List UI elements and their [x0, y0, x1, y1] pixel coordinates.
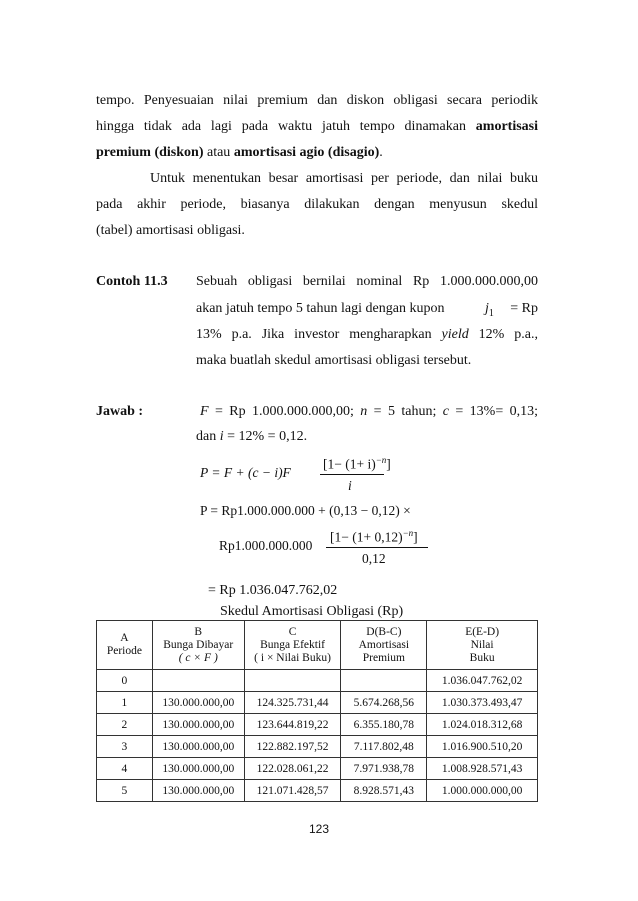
formula2: P = Rp1.000.000.000 + (0,13 − 0,12) × [200, 503, 411, 518]
answer-result: = Rp 1.036.047.762,02 [208, 583, 338, 598]
header-c-formula: ( i × Nilai Buku) [254, 651, 331, 664]
cell-amortisasi: 6.355.180,78 [341, 714, 427, 736]
header-c-label: Bunga Efektif [260, 638, 325, 651]
paragraph1-line2 [96, 118, 538, 136]
header-e-sublabel: Buku [469, 651, 495, 664]
example-label-text: Contoh 11.3 [96, 274, 168, 289]
formula1-denominator: i [348, 478, 352, 493]
amortization-table [96, 620, 538, 802]
table-header-row [97, 621, 538, 670]
header-e-code: E(E-D) [465, 625, 500, 638]
answer-line2 [196, 428, 307, 446]
header-b-code: B [194, 625, 203, 638]
table-row [97, 736, 538, 758]
formula1-numerator-end: ] [386, 456, 391, 472]
formula3-numerator [330, 528, 418, 546]
paragraph1-line3-text: atau [203, 145, 234, 160]
cell-nilai-buku: 1.016.900.510,20 [427, 736, 538, 758]
paragraph1-line3-end: . [379, 145, 383, 160]
answer-line1 [200, 403, 538, 421]
cell-bunga-efektif: 124.325.731,44 [244, 692, 341, 714]
cell-bunga-dibayar: 130.000.000,00 [152, 758, 244, 780]
header-b-formula: ( c × F ) [178, 651, 218, 664]
formula3-exponent: −n [402, 528, 414, 538]
cell-amortisasi: 7.971.938,78 [341, 758, 427, 780]
cell-periode: 4 [97, 758, 153, 780]
cell-nilai-buku: 1.008.928.571,43 [427, 758, 538, 780]
cell-bunga-efektif: 122.882.197,52 [244, 736, 341, 758]
header-b-label: Bunga Dibayar [163, 638, 234, 651]
cell-amortisasi: 7.117.802,48 [341, 736, 427, 758]
table-title: Skedul Amortisasi Obligasi (Rp) [220, 604, 404, 619]
cell-bunga-efektif: 123.644.819,22 [244, 714, 341, 736]
formula3-denominator: 0,12 [362, 551, 386, 566]
header-e [427, 621, 538, 670]
header-d-sublabel: Premium [362, 651, 405, 664]
header-e-label: Nilai [470, 638, 494, 651]
table-row [97, 714, 538, 736]
example-line3-end: 12% p.a., [468, 327, 538, 342]
formula3-fraction-bar [326, 547, 428, 548]
example-line2-text: akan jatuh tempo 5 tahun lagi dengan kupon [196, 301, 445, 316]
cell-amortisasi [341, 670, 427, 692]
cell-periode: 5 [97, 780, 153, 802]
term-amortisasi-agio: amortisasi agio (disagio) [233, 145, 380, 160]
cell-amortisasi: 5.674.268,56 [341, 692, 427, 714]
cell-bunga-dibayar: 130.000.000,00 [152, 736, 244, 758]
cell-periode: 2 [97, 714, 153, 736]
var-F: F [200, 404, 209, 419]
cell-periode: 1 [97, 692, 153, 714]
example-line1: Sebuah obligasi bernilai nominal Rp 1.000.000.000,00 [196, 274, 538, 289]
cell-nilai-buku: 1.024.018.312,68 [427, 714, 538, 736]
answer-line1-text3: = 13%= 0,13; [448, 404, 539, 419]
header-d [341, 621, 427, 670]
example-label [96, 273, 168, 291]
answer-line1-text2: = 5 tahun; [367, 404, 443, 419]
formula1-exponent: −n [375, 455, 387, 465]
formula1-numerator-text: [1− (1+ i) [323, 456, 376, 472]
table-row [97, 670, 538, 692]
cell-periode: 3 [97, 736, 153, 758]
coupon-subscript: 1 [488, 307, 494, 319]
cell-bunga-efektif: 121.071.428,57 [244, 780, 341, 802]
header-c [244, 621, 341, 670]
header-c-code: C [288, 625, 297, 638]
cell-bunga-dibayar: 130.000.000,00 [152, 692, 244, 714]
formula1-left: P = F + (c − i)F [200, 465, 291, 480]
answer-line1-text1: = Rp 1.000.000.000,00; [208, 404, 361, 419]
example-line4: maka buatlah skedul amortisasi obligasi tersebut. [196, 353, 472, 368]
var-n: n [360, 404, 368, 419]
table-row [97, 758, 538, 780]
header-d-label: Amortisasi [358, 638, 410, 651]
answer-label [96, 403, 143, 421]
term-amortisasi: amortisasi [475, 119, 538, 134]
paragraph2-line2: pada akhir periode, biasanya dilakukan dengan menyusun skedul [96, 197, 538, 212]
header-b [152, 621, 244, 670]
cell-amortisasi: 8.928.571,43 [341, 780, 427, 802]
cell-bunga-efektif: 122.028.061,22 [244, 758, 341, 780]
formula3-numerator-text: [1− (1+ 0,12) [330, 529, 403, 545]
paragraph1-line1: tempo. Penyesuaian nilai premium dan diskon obligasi secara periodik [96, 93, 538, 108]
page-number: 123 [308, 822, 330, 836]
header-a [97, 621, 153, 670]
paragraph2-line3: (tabel) amortisasi obligasi. [96, 223, 245, 238]
formula3-numerator-end: ] [413, 529, 418, 545]
answer-label-text: Jawab : [96, 404, 144, 419]
cell-bunga-dibayar [152, 670, 244, 692]
paragraph2-line1: Untuk menentukan besar amortisasi per periode, dan nilai buku [150, 171, 538, 186]
paragraph1-line3 [96, 144, 383, 162]
term-yield: yield [441, 327, 469, 342]
term-premium-diskon: premium (diskon) [96, 145, 204, 160]
var-c: c [442, 404, 449, 419]
formula3-left: Rp1.000.000.000 [219, 538, 313, 553]
table-row [97, 692, 538, 714]
header-d-code: D(B-C) [366, 625, 402, 638]
example-line2-end: = Rp [510, 301, 538, 316]
coupon-j: j [485, 301, 489, 316]
header-a-label: Periode [106, 645, 142, 657]
example-line2 [196, 300, 538, 318]
cell-nilai-buku: 1.000.000.000,00 [427, 780, 538, 802]
coupon-variable [485, 300, 494, 323]
cell-periode: 0 [97, 670, 153, 692]
cell-bunga-dibayar: 130.000.000,00 [152, 714, 244, 736]
example-line3 [196, 326, 538, 344]
table-row [97, 780, 538, 802]
formula1-numerator [323, 455, 391, 473]
formula1-fraction-bar [320, 474, 384, 475]
answer-line2-text2: = 12% = 0,12. [223, 429, 308, 444]
cell-nilai-buku: 1.036.047.762,02 [427, 670, 538, 692]
cell-bunga-efektif [244, 670, 341, 692]
example-line3-text: 13% p.a. Jika investor mengharapkan [196, 327, 442, 342]
header-a-code: A [120, 632, 129, 644]
cell-bunga-dibayar: 130.000.000,00 [152, 780, 244, 802]
var-i: i [219, 429, 224, 444]
paragraph1-line2-text: hingga tidak ada lagi pada waktu jatuh tempo dinamakan [96, 119, 476, 134]
cell-nilai-buku: 1.030.373.493,47 [427, 692, 538, 714]
answer-line2-text1: dan [196, 429, 220, 444]
